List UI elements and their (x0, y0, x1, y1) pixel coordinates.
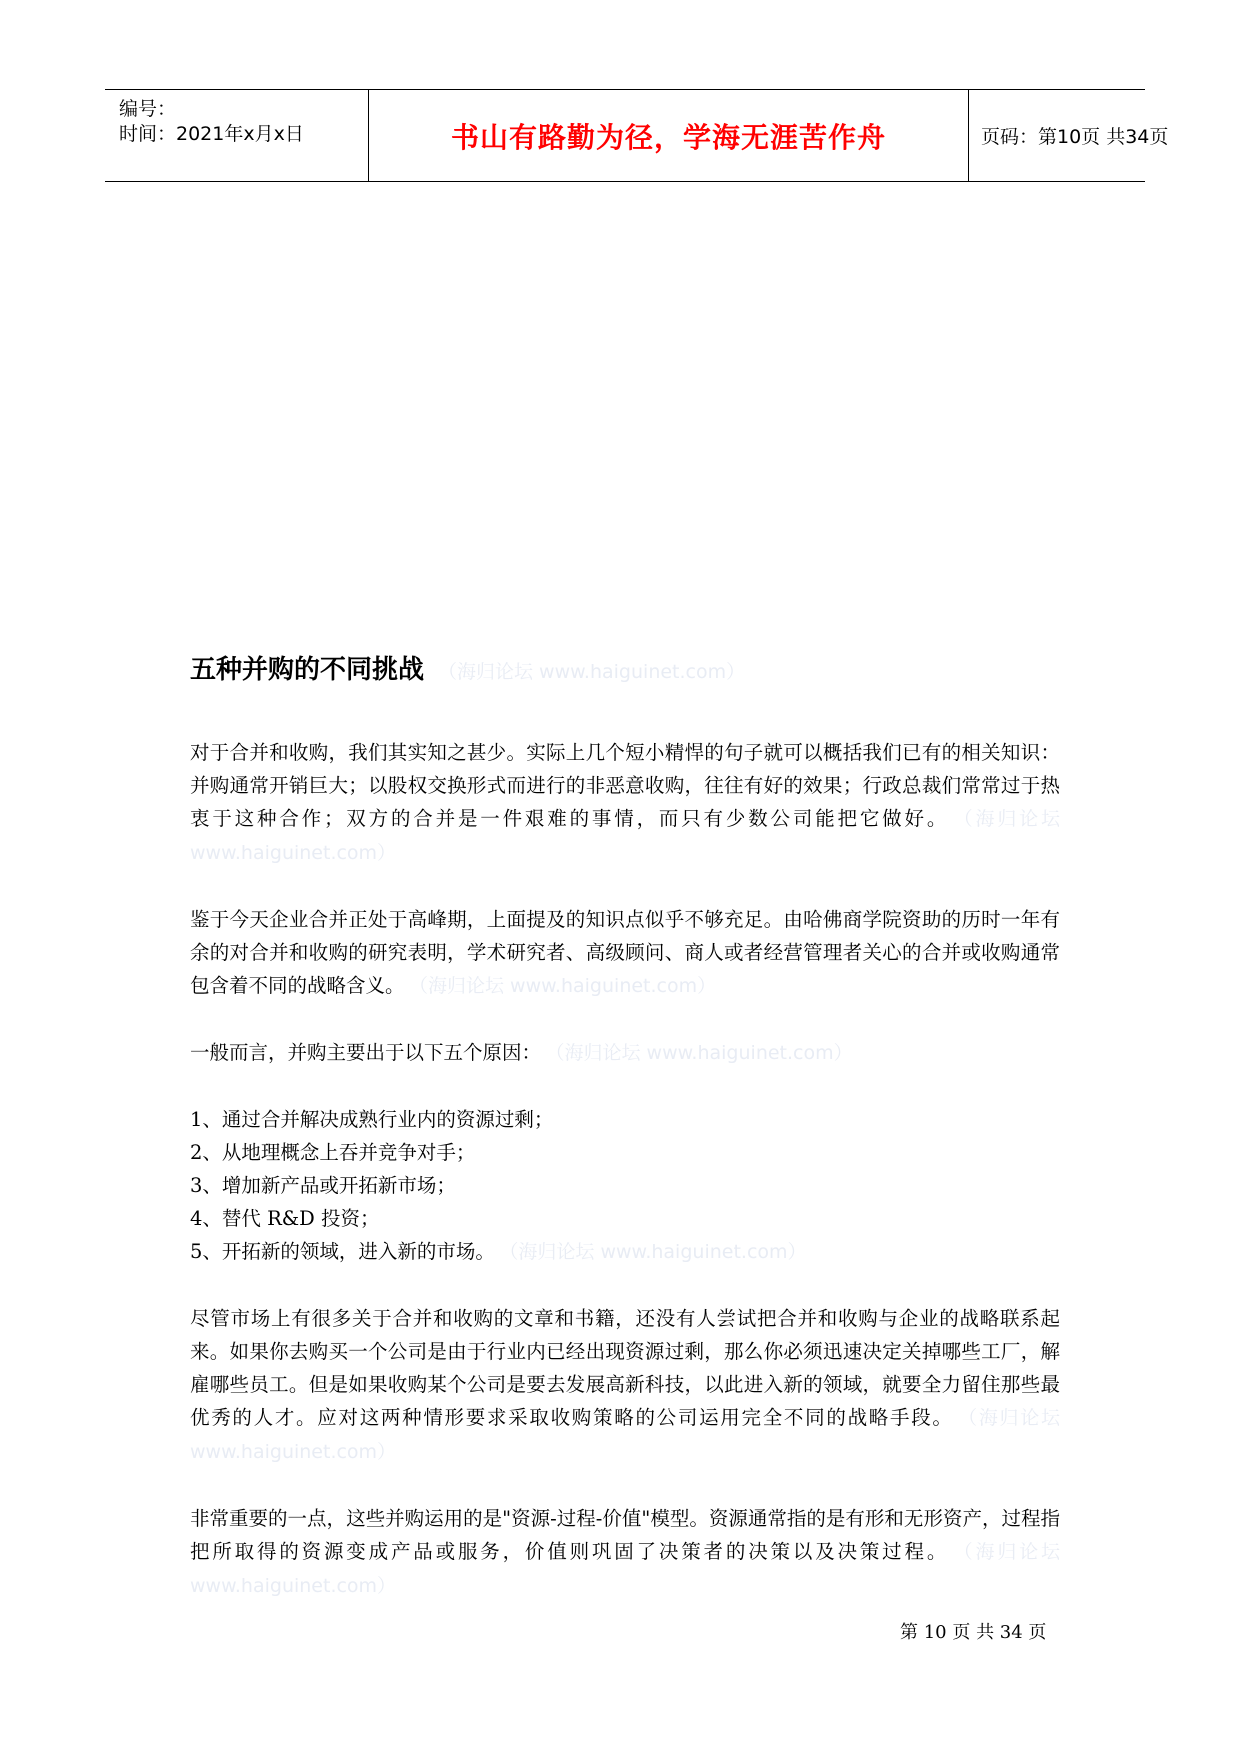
paragraph-2 (190, 903, 1060, 1003)
paragraph-3-text: 一般而言，并购主要出于以下五个原因： (190, 1041, 542, 1064)
paragraph-4 (190, 1302, 1060, 1469)
paragraph-5 (190, 1502, 1060, 1603)
page-footer: 第 10 页 共 34 页 (900, 1622, 1047, 1643)
paragraph-5-text: 非常重要的一点，这些并购运用的是"资源-过程-价值"模型。资源通常指的是有形和无形资产，过程指把所取得的资源变成产品或服务，价值则巩固了决策者的决策以及决策过程。 (190, 1507, 1060, 1563)
watermark: （海归论坛 www.haiguinet.com） (190, 1541, 1060, 1597)
watermark: （海归论坛 www.haiguinet.com） (555, 1042, 853, 1064)
paragraph-1 (190, 736, 1060, 870)
paragraph-1-text: 对于合并和收购，我们其实知之甚少。实际上几个短小精悍的句子就可以概括我们已有的相关知识：并购通常开销巨大；以股权交换形式而进行的非恶意收购，往往有好的效果；行政总裁们常常过于热衷于这种合作；双方的合并是一件艰难的事情，而只有少数公司能把它做好。 (190, 741, 1060, 830)
list-item: 4、替代 R&D 投资； (190, 1207, 380, 1230)
page-number-label: 页码：第10页 共34页 (981, 126, 1169, 148)
watermark: （海归论坛 www.haiguinet.com） (190, 808, 1060, 864)
list-item-text: 5、开拓新的领域，进入新的市场。 (190, 1240, 495, 1263)
article-title-row (190, 650, 1060, 690)
number-label: 编号： (119, 98, 177, 120)
paragraph-2-text: 鉴于今天企业合并正处于高峰期，上面提及的知识点似乎不够充足。由哈佛商学院资助的历时一年有余的对合并和收购的研究表明，学术研究者、高级顾问、商人或者经营管理者关心的合并或收购通常包含着不同的战略含义。 (190, 908, 1060, 997)
document-body (190, 650, 1060, 1636)
header-motto-cell (369, 90, 969, 181)
list-item (190, 1235, 1060, 1269)
time-label: 时间：2021年x月x日 (119, 123, 304, 145)
paragraph-3 (190, 1036, 1060, 1070)
motto-text: 书山有路勤为径，学海无涯苦作舟 (450, 120, 886, 154)
paragraph-4-text: 尽管市场上有很多关于合并和收购的文章和书籍，还没有人尝试把合并和收购与企业的战略联系起来。如果你去购买一个公司是由于行业内已经出现资源过剩，那么你必须迅速决定关掉哪些工厂，解雇哪些员工。但是如果收购某个公司是要去发展高新科技，以此进入新的领域，就要全力留住那些最优秀的人才。应对这两种情形要求采取收购策略的公司运用完全不同的战略手段。 (190, 1307, 1060, 1429)
list-item: 1、通过合并解决成熟行业内的资源过剩； (190, 1108, 554, 1131)
watermark: （海归论坛 www.haiguinet.com） (438, 661, 746, 683)
article-title: 五种并购的不同挑战 (190, 655, 425, 685)
page-header (105, 89, 1169, 182)
watermark: （海归论坛 www.haiguinet.com） (190, 1407, 1060, 1463)
header-meta (105, 90, 369, 181)
watermark: （海归论坛 www.haiguinet.com） (508, 1241, 807, 1263)
list-item: 2、从地理概念上吞并竞争对手； (190, 1141, 476, 1164)
reasons-list (190, 1103, 1060, 1269)
watermark: （海归论坛 www.haiguinet.com） (418, 975, 717, 997)
list-item: 3、增加新产品或开拓新市场； (190, 1174, 456, 1197)
